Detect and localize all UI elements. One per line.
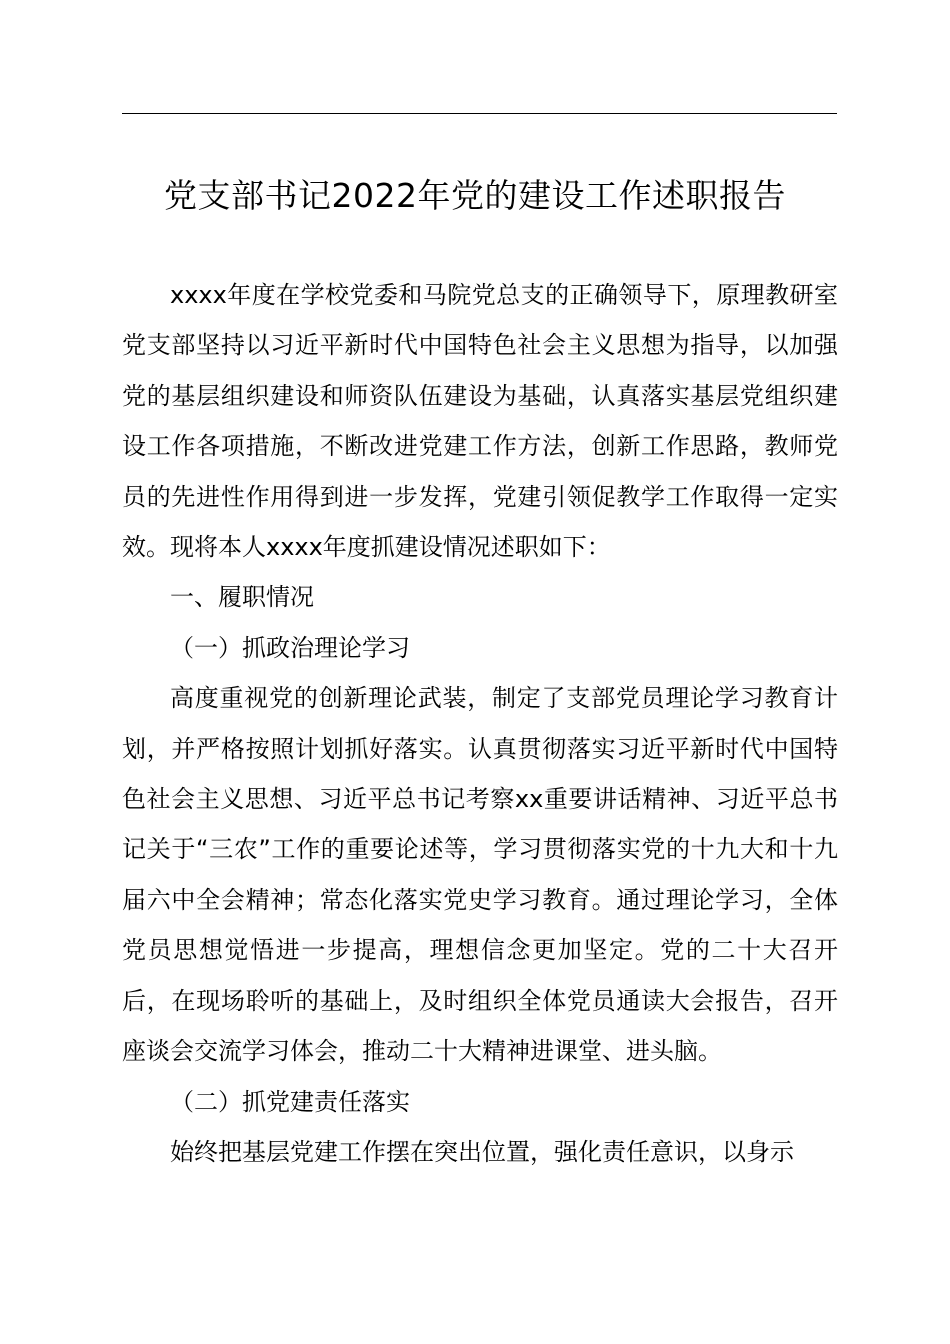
paragraph-responsibility: 始终把基层党建工作摆在突出位置，强化责任意识，以身示 [170, 1137, 794, 1166]
paragraph-theory-study: 高度重视党的创新理论武装，制定了支部党员理论学习教育计划，并严格按照计划抓好落实。认真贯彻落实习近平新时代中国特色社会主义思想、习近平总书记考察xx重要讲话精神、习近平总书记关于“三农”工作的重要论述等，学习贯彻落实党的十九大和十九届六中全会精神；常态化落实党史学习教育。通过理论学习，全体党员思想觉悟进一步提高，理想信念更加坚定。党的二十大召开后，在现场聆听的基础上，及时组织全体党员通读大会报告，召开座谈会交流学习体会，推动二十大精神进课堂、进头脑。 [122, 684, 838, 1066]
document-title: 党支部书记2022年党的建设工作述职报告 [164, 176, 786, 215]
document-body [122, 270, 838, 1177]
header-rule [122, 113, 837, 114]
paragraph-intro: xxxx年度在学校党委和马院党总支的正确领导下，原理教研室党支部坚持以习近平新时代中国特色社会主义思想为指导，以加强党的基层组织建设和师资队伍建设为基础，认真落实基层党组织建设工作各项措施，不断改进党建工作方法，创新工作思路，教师党员的先进性作用得到进一步发挥，党建引领促教学工作取得一定实效。现将本人xxxx年度抓建设情况述职如下： [122, 281, 838, 562]
subsection-heading-responsibility: （二）抓党建责任落实 [170, 1087, 410, 1116]
section-heading-duty: 一、履职情况 [170, 583, 314, 612]
subsection-heading-theory-study: （一）抓政治理论学习 [170, 633, 410, 662]
